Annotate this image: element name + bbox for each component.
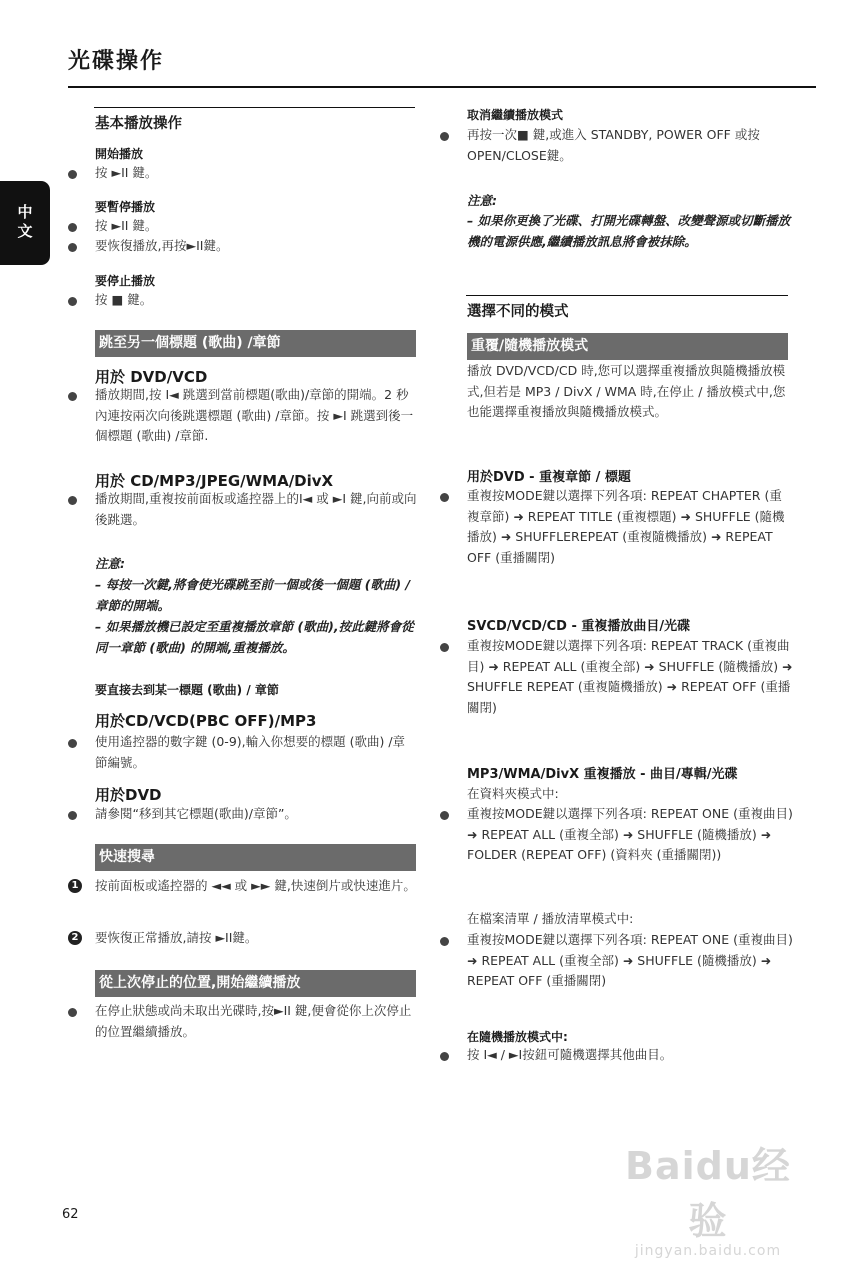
bullet-icon <box>440 1052 449 1061</box>
list-item: 在停止狀態或尚未取出光碟時,按►II 鍵,便會從你上次停止的位置繼續播放。 <box>95 1003 412 1039</box>
bullet-icon <box>68 223 77 232</box>
list-item: 播放期間,按 I◄ 跳選到當前標題(歌曲)/章節的開端。2 秒內連按兩次向後跳選標題 (歌曲) /章節。按 ►I 跳選到後一個標題 (歌曲) /章節. <box>95 387 414 443</box>
subheading-shuffle: 在隨機播放模式中: <box>467 1030 568 1044</box>
title-divider <box>68 86 816 88</box>
language-tab: 中文 <box>0 181 50 265</box>
list-item: 再按一次■ 鍵,或進入 STANDBY, POWER OFF 或按 OPEN/CLOSE鍵。 <box>467 127 760 163</box>
list-item: 重複按MODE鍵以選擇下列各項: REPEAT ONE (重複曲目) ➜ REPEAT ALL (重複全部) ➜ SHUFFLE (隨機播放) ➜ FOLDER (REPEAT OFF) (資料夾 (重播關閉)) <box>467 806 793 862</box>
subheading-stop: 要停止播放 <box>95 274 156 288</box>
bullet-icon <box>68 496 77 505</box>
note-label: 注意: <box>467 193 497 208</box>
bullet-icon <box>440 493 449 502</box>
subheading-cancel: 取消繼續播放模式 <box>467 108 564 122</box>
bullet-icon <box>68 1008 77 1017</box>
list-item: 重複按MODE鍵以選擇下列各項: REPEAT ONE (重複曲目) ➜ REPEAT ALL (重複全部) ➜ SHUFFLE (隨機播放) ➜ REPEAT OFF (重播關閉) <box>467 932 793 988</box>
heading-dvd-repeat: 用於DVD - 重複章節 / 標題 <box>467 470 631 485</box>
mode-caption: 在檔案清單 / 播放清單模式中: <box>467 911 634 926</box>
mode-caption: 在資料夾模式中: <box>467 786 559 801</box>
section-bar-resume: 從上次停止的位置,開始繼續播放 <box>95 970 416 997</box>
note-label: 注意: <box>95 556 125 571</box>
note-text: – 每按一次鍵,將會使光碟跳至前一個或後一個題 (歌曲) /章節的開端。 <box>95 577 411 613</box>
intro-paragraph: 播放 DVD/VCD/CD 時,您可以選擇重複播放與隨機播放模式,但若是 MP3 / DivX / WMA 時,在停止 / 播放模式中,您也能選擇重複播放與隨機播放模式。 <box>467 363 786 419</box>
bullet-icon <box>440 811 449 820</box>
list-item: 請參閱“移到其它標題(歌曲)/章節”。 <box>95 806 297 821</box>
bullet-icon <box>440 937 449 946</box>
section-bar-search: 快速搜尋 <box>95 844 416 871</box>
page-title: 光碟操作 <box>68 49 165 74</box>
heading-dvd-vcd: 用於 DVD/VCD <box>95 368 208 386</box>
list-item: 要恢復正常播放,請按 ►II鍵。 <box>95 930 258 945</box>
section-bar-repeat: 重覆/隨機播放模式 <box>467 333 788 360</box>
step-number-icon: 2 <box>68 931 82 945</box>
list-item: 按 ►II 鍵。 <box>95 165 158 180</box>
list-item: 按 ■ 鍵。 <box>95 292 153 307</box>
list-item: 使用遙控器的數字鍵 (0-9),輸入你想要的標題 (歌曲) /章節編號。 <box>95 734 406 770</box>
bullet-icon <box>68 170 77 179</box>
subheading-pause: 要暫停播放 <box>95 200 156 214</box>
bullet-icon <box>68 297 77 306</box>
bullet-icon <box>440 643 449 652</box>
section-title-basic: 基本播放操作 <box>95 116 182 132</box>
list-item: 要恢復播放,再按►II鍵。 <box>95 238 229 253</box>
heading-cd-mp3: 用於 CD/MP3/JPEG/WMA/DivX <box>95 472 334 490</box>
heading-mp3-repeat: MP3/WMA/DivX 重複播放 - 曲目/專輯/光碟 <box>467 767 738 782</box>
bullet-icon <box>68 739 77 748</box>
list-item: 按前面板或遙控器的 ◄◄ 或 ►► 鍵,快速倒片或快速進片。 <box>95 878 416 893</box>
heading-cd-vcd-pbc: 用於CD/VCD(PBC OFF)/MP3 <box>95 712 317 730</box>
list-item: 按 I◄ / ►I按鈕可隨機選擇其他曲目。 <box>467 1047 673 1062</box>
note-text: – 如果播放機已設定至重複播放章節 (歌曲),按此鍵將會從同一章節 (歌曲) 的開端,重複播放。 <box>95 619 414 655</box>
list-item: 重複按MODE鍵以選擇下列各項: REPEAT CHAPTER (重複章節) ➜ REPEAT TITLE (重複標題) ➜ SHUFFLE (隨機播放) ➜ SHUFFLEREPEAT (重複隨機播放) ➜ REPEAT OFF (重播關閉) <box>467 488 785 565</box>
bullet-icon <box>68 392 77 401</box>
list-item: 播放期間,重複按前面板或遙控器上的I◄ 或 ►I 鍵,向前或向後跳選。 <box>95 491 417 527</box>
watermark-logo: Baidu经验 <box>625 1144 791 1243</box>
watermark <box>608 1135 808 1259</box>
section-bar-jump: 跳至另一個標題 (歌曲) /章節 <box>95 330 416 357</box>
bullet-icon <box>440 132 449 141</box>
bullet-icon <box>68 811 77 820</box>
step-number-icon: 1 <box>68 879 82 893</box>
bullet-icon <box>68 243 77 252</box>
subheading-start: 開始播放 <box>95 147 144 161</box>
page-number: 62 <box>62 1207 79 1222</box>
heading-dvd: 用於DVD <box>95 786 162 804</box>
heading-svcd-repeat: SVCD/VCD/CD - 重複播放曲目/光碟 <box>467 619 691 634</box>
watermark-url: jingyan.baidu.com <box>634 1243 782 1259</box>
subheading-direct: 要直接去到某一標題 (歌曲) / 章節 <box>95 683 279 697</box>
section-divider <box>94 107 415 108</box>
note-text: – 如果你更換了光碟、打開光碟轉盤、改變聲源或切斷播放機的電源供應,繼續播放訊息將會被抹除。 <box>467 213 791 249</box>
list-item: 重複按MODE鍵以選擇下列各項: REPEAT TRACK (重複曲目) ➜ REPEAT ALL (重複全部) ➜ SHUFFLE (隨機播放) ➜ SHUFFLE REPEAT (重複隨機播放) ➜ REPEAT OFF (重播關閉) <box>467 638 793 715</box>
section-title-modes: 選擇不同的模式 <box>467 304 569 320</box>
list-item: 按 ►II 鍵。 <box>95 218 158 233</box>
section-divider <box>466 295 788 296</box>
